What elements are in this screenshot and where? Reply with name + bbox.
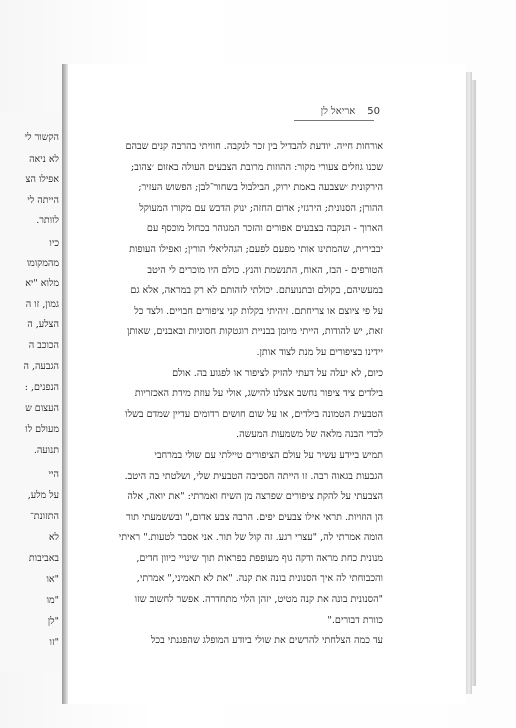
text-line: כיום, לא יעלה על דעתי להזיק לציפור או לפגוע בה. אולם xyxy=(172,367,383,379)
left-page-line: לא ניאה xyxy=(29,154,59,165)
left-page-line: הנפנים, : xyxy=(24,382,59,393)
text-line: זאת, יש להודות, הייתי מיומן בבניית רוגטקות חסוניות ובאבנים, שאותן xyxy=(126,326,383,338)
header-rule xyxy=(294,120,374,121)
text-line: בילדים ציד ציפור נחשב אצלנו להישג, אולי על עוזת מידת האכזריות xyxy=(134,388,383,400)
text-line: כוורת דבורים." xyxy=(327,614,383,626)
left-page-line: היי xyxy=(48,469,59,480)
left-page-line: באביבות xyxy=(28,553,59,564)
page-number: 50 xyxy=(367,106,380,117)
text-line: במעשיהם, בקולם ובתנועתם. יכולתי לזהותם לא רק במראה, אלא גם xyxy=(130,285,383,297)
text-line: על פי ציוצם או צריחתם. זיהיתי בקלות קני ציפורים חבויים. ולצד כל xyxy=(134,305,383,317)
left-page-line: אפילו הצ xyxy=(25,174,59,185)
left-page-line: הקשור לי xyxy=(24,132,59,143)
text-line: שכנו גוזלים צעורי מקור: ההוזות מרובת הצבעים העולה באזום ׳צהוב; xyxy=(130,161,383,173)
left-page-line: לא xyxy=(48,532,59,543)
text-line: והכבוחתי לה איך הסנונית בונה את קנה. "את לא תאמיני," אמרתי, xyxy=(136,573,383,585)
text-line: יבבירית, שהמתינו אותי מפעם לפעם; הגהליאלי הורין; ואפילו העופות xyxy=(129,243,383,255)
body-text xyxy=(80,137,383,652)
text-line: הגבעות בגאוה רבה. זו הייתה הסביבה הטבעית שלי, ושלטתי בה היטב. xyxy=(124,470,383,482)
text-line: מנונית כחת מראה ודקה גוף מעופפת בפראות תוך שינויי כיוון חדים, xyxy=(136,552,383,564)
left-page-line: "לן xyxy=(47,616,59,627)
text-line: הצבעתי על להקת ציפורים שפרצה מן השיח ואמרתי: "את יואה, אלה xyxy=(127,491,383,503)
left-page-line: כיו xyxy=(49,238,59,249)
text-line: הירקונית ׳שצבעה באמת ירוק, הבילבול בשחור־לבן; הפשוש העזיר; xyxy=(138,182,383,194)
text-line: הארוך - הנקבה בצבעים אפורים והזכר המגוהר בכחול מוכסף עם xyxy=(146,223,383,235)
text-line: הן הוזויות. תראי אילו צבעים יפים. הרבה צבע אדום," ובששמעתי תור xyxy=(125,511,383,523)
left-page-line: הגבעה, ה xyxy=(23,361,59,372)
text-line: יידינו בציפורים על מנת לצוד אותן. xyxy=(256,346,383,358)
left-page-line: העצום ש xyxy=(25,403,59,414)
page-edge-outer xyxy=(472,80,476,686)
left-page-line: "או xyxy=(46,574,59,585)
left-page-line: "זו xyxy=(49,637,59,648)
left-facing-page xyxy=(0,112,63,672)
text-line: "הסנונית בונה את קנה מטיט, יזהן הלוי מתחדרה. אפשר לחשוב שזו xyxy=(134,594,383,606)
left-page-line: מעולם לו xyxy=(25,424,59,435)
left-page-line: "מו xyxy=(46,595,59,606)
left-page-line: הצלע, ה xyxy=(27,319,59,330)
left-page-line: התזונת־ xyxy=(30,511,59,522)
text-line: אורחות חייה. יודעת להבדיל בין זכר לנקבה. חוויתי בהרבה קנים שבהם xyxy=(125,141,383,152)
left-page-line: מלוא "יא xyxy=(25,278,59,289)
left-page-line: תנועה. xyxy=(33,445,59,456)
text-line: עד כמה הצלחתי להרשים את שולי ביודע המופלג שהפגנתי בכל xyxy=(150,635,383,647)
left-page-line: הכוכב ה xyxy=(28,340,59,351)
text-line: לכדי הבנה מלאה של משמעות המעשה. xyxy=(236,429,383,441)
left-page-line: גמון, זו ה xyxy=(25,299,59,310)
header-author: אריאל לן xyxy=(320,106,356,117)
text-line: ההורן; הסנונית; הירגזי; אדום החזה; ינוק הדבש עם מקורו המעוקל xyxy=(139,202,383,214)
text-line: הומה אמרתי לה, "עצרי רגע. זה קול של תור. אני אסבר לטעות." ראיתי xyxy=(118,532,383,544)
text-line: תמיש ביידע עשיר על עולם הציפורים טיילתי עם שולי במרחבי xyxy=(154,449,383,461)
left-page-line: לוותר. xyxy=(36,215,59,226)
running-header xyxy=(290,106,380,117)
left-page-line: מהמקומו xyxy=(26,258,59,269)
text-line: הטבעית הטמונה בילדים, או על שום חושים רדומים עדיין שמדם בשלו xyxy=(125,408,383,420)
text-line: הטורפים - הבז, האוח, התנשמת והנץ. כולם היו מוכרים לי היטב xyxy=(147,264,383,276)
left-page-line: על מלע, xyxy=(27,490,59,501)
left-page-line: הייתה לי xyxy=(27,195,59,206)
